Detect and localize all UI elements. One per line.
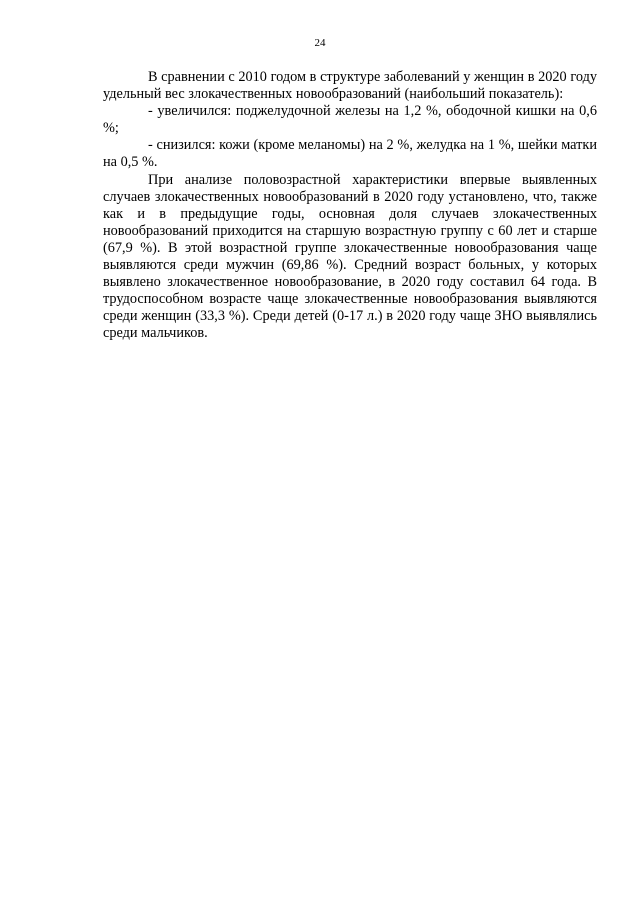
body-text (103, 69, 597, 343)
paragraph-age-sex-analysis: При анализе половозрастной характеристики впервые выявленных случаев злокачественных новообразований в 2020 году установлено, что, также как и в предыдущие годы, основная доля случаев злокачественных новообразований приходится на старшую возрастную группу с 60 лет и старше (67,9 %). В этой возрастной группе злокачественные новообразования чаще выявляются среди мужчин (69,86 %). Средний возраст больных, у которых выявлено злокачественное новообразование, в 2020 году составил 64 года. В трудоспособном возрасте чаще злокачественные новообразования выявляются среди женщин (33,3 %). Среди детей (0-17 л.) в 2020 году чаще ЗНО выявлялись среди мальчиков. (103, 171, 597, 342)
page-number: 24 (314, 37, 326, 49)
paragraph-comparison-intro: В сравнении с 2010 годом в структуре заболеваний у женщин в 2020 году удельный вес злокачественных новообразований (наибольший показатель): (103, 69, 597, 103)
paragraph-decreased: - снизился: кожи (кроме меланомы) на 2 %, желудка на 1 %, шейки матки на 0,5 %. (103, 137, 597, 171)
paragraph-increased: - увеличился: поджелудочной железы на 1,2 %, ободочной кишки на 0,6 %; (103, 103, 597, 137)
